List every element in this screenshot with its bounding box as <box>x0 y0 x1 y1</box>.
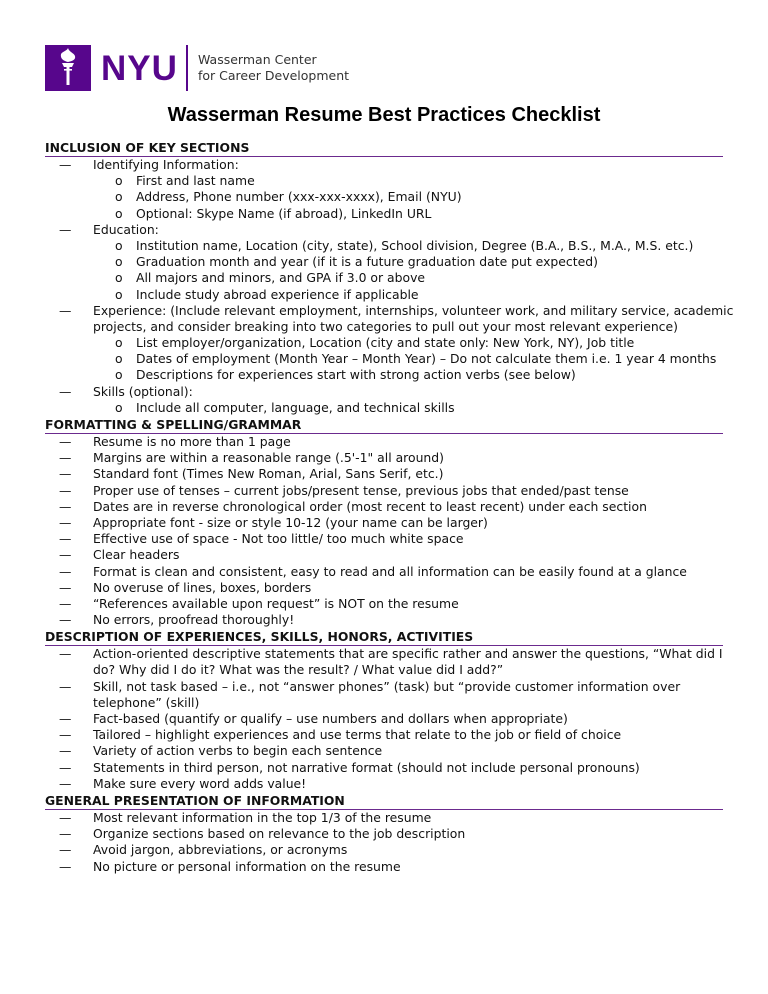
checklist-item <box>45 384 723 400</box>
section-heading: INCLUSION OF KEY SECTIONS <box>45 139 723 157</box>
dash-bullet-icon: — <box>59 482 72 498</box>
item-text: Include all computer, language, and technical skills <box>136 399 455 415</box>
circle-bullet-icon: o <box>115 286 123 302</box>
item-text: Variety of action verbs to begin each sentence <box>93 743 383 759</box>
circle-bullet-icon: o <box>115 335 123 351</box>
item-text: telephone” (skill) <box>93 694 200 710</box>
item-text: All majors and minors, and GPA if 3.0 or above <box>136 270 426 286</box>
dash-bullet-icon: — <box>59 646 72 662</box>
dash-bullet-icon: — <box>59 466 72 482</box>
checklist-item <box>45 727 723 743</box>
sub-list-item <box>45 335 723 351</box>
checklist-item <box>45 826 723 842</box>
circle-bullet-icon: o <box>115 351 123 367</box>
dash-bullet-icon: — <box>59 809 72 825</box>
dash-bullet-icon: — <box>59 579 72 595</box>
checklist-item <box>45 596 723 612</box>
checklist-item <box>45 580 723 596</box>
checklist-item <box>45 466 723 482</box>
circle-bullet-icon: o <box>115 189 123 205</box>
checklist-item <box>45 499 723 515</box>
item-text: Resume is no more than 1 page <box>93 434 291 449</box>
dash-bullet-icon: — <box>59 547 72 563</box>
item-text: Descriptions for experiences start with strong action verbs (see below) <box>136 367 576 383</box>
dash-bullet-icon: — <box>59 563 72 579</box>
document-title: Wasserman Resume Best Practices Checklist <box>167 104 601 126</box>
checklist-item <box>45 157 723 173</box>
dash-bullet-icon: — <box>59 221 72 237</box>
checklist-item <box>45 302 734 319</box>
item-text: Dates are in reverse chronological order (most recent to least recent) under each section <box>93 498 647 514</box>
logo-divider <box>186 45 188 91</box>
item-text: Include study abroad experience if applicable <box>136 286 419 302</box>
item-text: Effective use of space - Not too little/ too much white space <box>93 531 464 547</box>
checklist-body <box>45 139 734 875</box>
dash-bullet-icon: — <box>59 157 72 172</box>
center-name-line2: for Career Development <box>198 68 350 83</box>
item-text: Institution name, Location (city, state), School division, Degree (B.A., B.S., M.A., M.S. etc.) <box>136 237 694 253</box>
item-text: Identifying Information: <box>93 157 239 172</box>
sub-list-item <box>45 270 723 286</box>
dash-bullet-icon: — <box>59 595 72 611</box>
sub-list-item <box>45 173 723 189</box>
dash-bullet-icon: — <box>59 842 72 858</box>
circle-bullet-icon: o <box>115 173 123 189</box>
item-text: Margins are within a reasonable range (.5'-1" all around) <box>93 450 444 466</box>
checklist-item <box>45 760 723 776</box>
checklist-item <box>45 743 723 759</box>
circle-bullet-icon: o <box>115 237 123 253</box>
item-text: Make sure every word adds value! <box>93 775 307 791</box>
item-text: Standard font (Times New Roman, Arial, Sans Serif, etc.) <box>93 466 444 482</box>
checklist-item <box>45 612 723 628</box>
sub-list-item <box>45 189 723 205</box>
checklist-item <box>45 564 723 580</box>
item-text: Optional: Skype Name (if abroad), LinkedIn URL <box>136 205 432 221</box>
checklist-item <box>45 679 723 695</box>
item-text: No picture or personal information on the resume <box>93 858 401 874</box>
item-text: Fact-based (quantify or qualify – use numbers and dollars when appropriate) <box>93 711 568 726</box>
circle-bullet-icon: o <box>115 399 123 415</box>
dash-bullet-icon: — <box>59 711 72 726</box>
item-text: Statements in third person, not narrative format (should not include personal pronouns) <box>93 759 640 775</box>
center-name <box>198 52 349 84</box>
sub-list-item <box>45 367 723 383</box>
dash-bullet-icon: — <box>59 302 72 318</box>
dash-bullet-icon: — <box>59 434 72 449</box>
item-text: Action-oriented descriptive statements that are specific rather and answer the questions, “What did I <box>93 646 723 662</box>
item-text: do? Why did I do it? What was the result? / What value did I add?” <box>93 662 504 678</box>
checklist-item <box>45 646 723 662</box>
sub-list-item <box>45 400 723 416</box>
dash-bullet-icon: — <box>59 531 72 547</box>
checklist-item <box>45 859 723 875</box>
item-text: Address, Phone number (xxx-xxx-xxxx), Email (NYU) <box>136 189 462 205</box>
item-text: Proper use of tenses – current jobs/present tense, previous jobs that ended/past tense <box>93 482 629 498</box>
center-name-line1: Wasserman Center <box>198 52 317 67</box>
circle-bullet-icon: o <box>115 270 123 286</box>
item-text: Organize sections based on relevance to the job description <box>93 826 466 842</box>
dash-bullet-icon: — <box>59 858 72 874</box>
checklist-item <box>45 711 723 727</box>
item-text: Avoid jargon, abbreviations, or acronyms <box>93 842 348 858</box>
item-text: No errors, proofread thoroughly! <box>93 612 295 628</box>
checklist-item <box>45 515 723 531</box>
item-text: Appropriate font - size or style 10-12 (your name can be larger) <box>93 514 488 530</box>
dash-bullet-icon: — <box>59 498 72 514</box>
checklist-item-continued <box>45 319 723 335</box>
circle-bullet-icon: o <box>115 254 123 270</box>
item-text: Education: <box>93 221 159 237</box>
checklist-item <box>45 483 723 499</box>
circle-bullet-icon: o <box>115 205 123 221</box>
sub-list-item <box>45 351 723 367</box>
item-text: Skill, not task based – i.e., not “answer phones” (task) but “provide customer information over <box>93 678 681 694</box>
dash-bullet-icon: — <box>59 759 72 775</box>
item-text: Tailored – highlight experiences and use terms that relate to the job or field of choice <box>93 727 622 743</box>
dash-bullet-icon: — <box>59 727 72 743</box>
item-text: No overuse of lines, boxes, borders <box>93 579 312 595</box>
dash-bullet-icon: — <box>59 743 72 759</box>
dash-bullet-icon: — <box>59 383 72 399</box>
dash-bullet-icon: — <box>59 826 72 842</box>
item-text: Dates of employment (Month Year – Month Year) – Do not calculate them i.e. 1 year 4 months <box>136 351 717 367</box>
item-text: Experience: (Include relevant employment, internships, volunteer work, and military service, academic <box>93 302 734 318</box>
item-text: Format is clean and consistent, easy to read and all information can be easily found at a glance <box>93 563 687 579</box>
item-text: Most relevant information in the top 1/3 of the resume <box>93 809 432 825</box>
torch-icon <box>45 45 91 91</box>
checklist-item <box>45 222 723 238</box>
dash-bullet-icon: — <box>59 450 72 466</box>
sub-list-item <box>45 254 723 270</box>
item-text: Skills (optional): <box>93 383 193 399</box>
logo-wordmark: NYU <box>101 49 178 88</box>
checklist-item <box>45 547 723 563</box>
checklist-item-continued <box>45 662 723 678</box>
section-heading: DESCRIPTION OF EXPERIENCES, SKILLS, HONORS, ACTIVITIES <box>45 628 723 646</box>
section-heading: GENERAL PRESENTATION OF INFORMATION <box>45 792 723 810</box>
dash-bullet-icon: — <box>59 678 72 694</box>
item-text: First and last name <box>136 173 255 189</box>
dash-bullet-icon: — <box>59 775 72 791</box>
item-text: Graduation month and year (if it is a future graduation date put expected) <box>136 254 598 270</box>
section-heading: FORMATTING & SPELLING/GRAMMAR <box>45 416 723 434</box>
item-text: “References available upon request” is NOT on the resume <box>93 595 459 611</box>
sub-list-item <box>45 238 723 254</box>
sub-list-item <box>45 206 723 222</box>
checklist-item <box>45 531 723 547</box>
dash-bullet-icon: — <box>59 612 72 628</box>
item-text: projects, and consider breaking into two categories to pull out your most relevant experience) <box>93 318 678 334</box>
checklist-item <box>45 776 723 792</box>
sub-list-item <box>45 287 723 303</box>
dash-bullet-icon: — <box>59 514 72 530</box>
circle-bullet-icon: o <box>115 367 123 383</box>
checklist-item <box>45 434 723 450</box>
checklist-item <box>45 810 723 826</box>
checklist-item-continued <box>45 695 723 711</box>
item-text: Clear headers <box>93 547 180 563</box>
checklist-item <box>45 842 723 858</box>
checklist-item <box>45 450 723 466</box>
item-text: List employer/organization, Location (city and state only: New York, NY), Job title <box>136 335 635 351</box>
